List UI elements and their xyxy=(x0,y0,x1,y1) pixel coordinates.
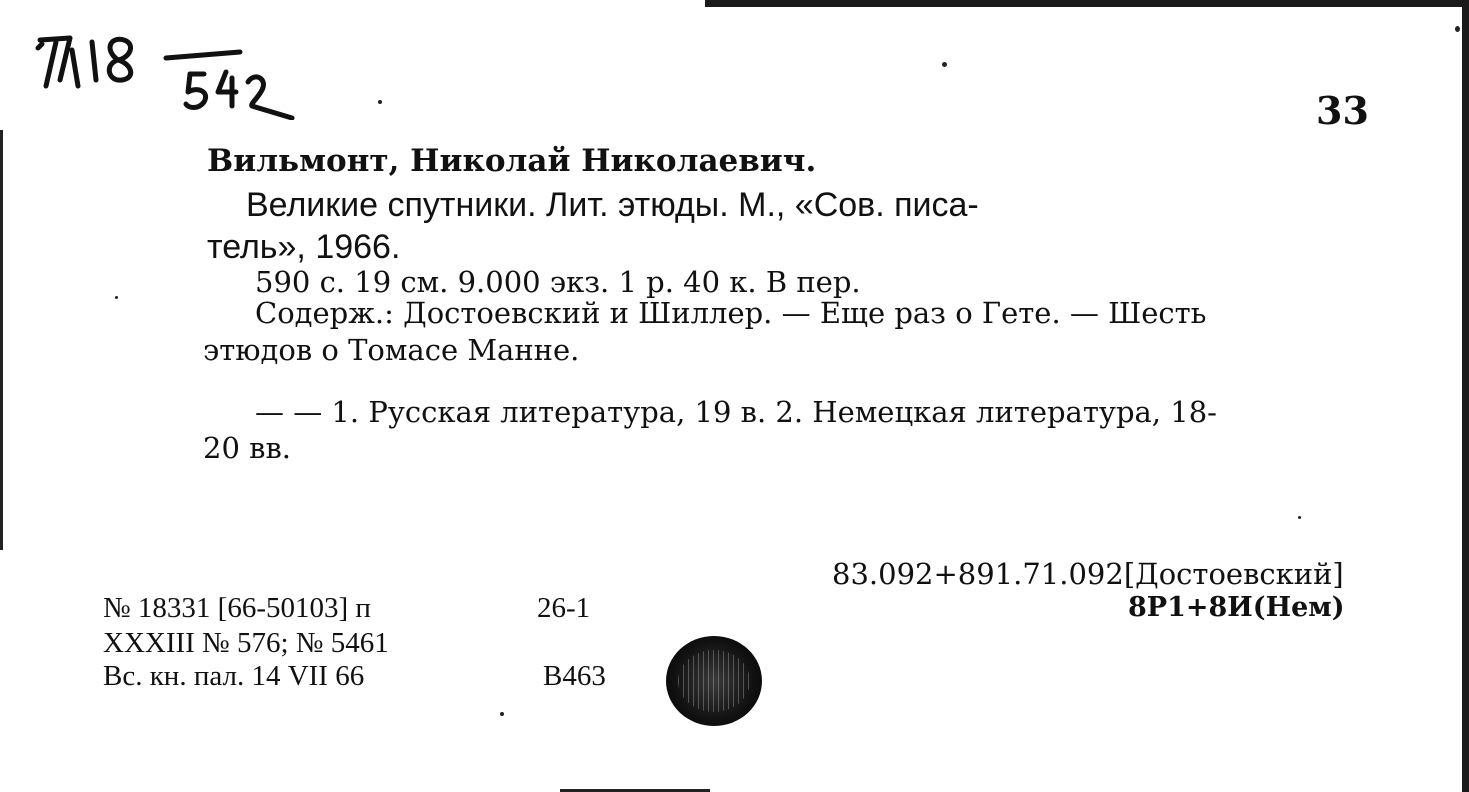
subject-headings-line-1: — — 1. Русская литература, 19 в. 2. Немецкая литература, 18- xyxy=(255,395,1217,429)
card-top-edge xyxy=(705,0,1465,7)
scan-speck xyxy=(378,100,382,104)
card-right-edge xyxy=(1462,0,1469,792)
printing-code: 26-1 xyxy=(537,592,591,624)
card-registration-number: № 18331 [66-50103] п xyxy=(103,592,371,624)
order-code: В463 xyxy=(543,660,606,692)
title-statement-line-1: Великие спутники. Лит. этюды. М., «Сов. писа- xyxy=(246,186,979,224)
scan-speck xyxy=(115,296,118,299)
bbk-classification: 8Р1+8И(Нем) xyxy=(1128,592,1345,623)
chamber-date: Вс. кн. пал. 14 VII 66 xyxy=(103,660,365,692)
page-number: 33 xyxy=(1316,88,1369,133)
scan-speck xyxy=(1455,26,1460,32)
scan-speck xyxy=(500,712,504,716)
author-heading: Вильмонт, Николай Николаевич. xyxy=(207,143,817,179)
card-left-edge xyxy=(0,130,3,550)
physical-description: 590 с. 19 см. 9.000 экз. 1 р. 40 к. В пер. xyxy=(255,265,861,299)
punch-hole-texture xyxy=(678,650,750,712)
chronicle-reference: XXXIII № 576; № 5461 xyxy=(103,627,389,659)
scan-speck xyxy=(942,62,947,67)
subject-headings-line-2: 20 вв. xyxy=(203,431,291,465)
title-statement-line-2: тель», 1966. xyxy=(207,228,401,266)
udc-classification: 83.092+891.71.092[Достоевский] xyxy=(832,557,1344,591)
contents-note-line-2: этюдов о Томасе Манне. xyxy=(203,333,580,367)
contents-note-line-1: Содерж.: Достоевский и Шиллер. — Еще раз о Гете. — Шесть xyxy=(255,296,1207,330)
scan-speck xyxy=(1298,516,1301,519)
handwritten-shelf-mark xyxy=(0,20,310,120)
